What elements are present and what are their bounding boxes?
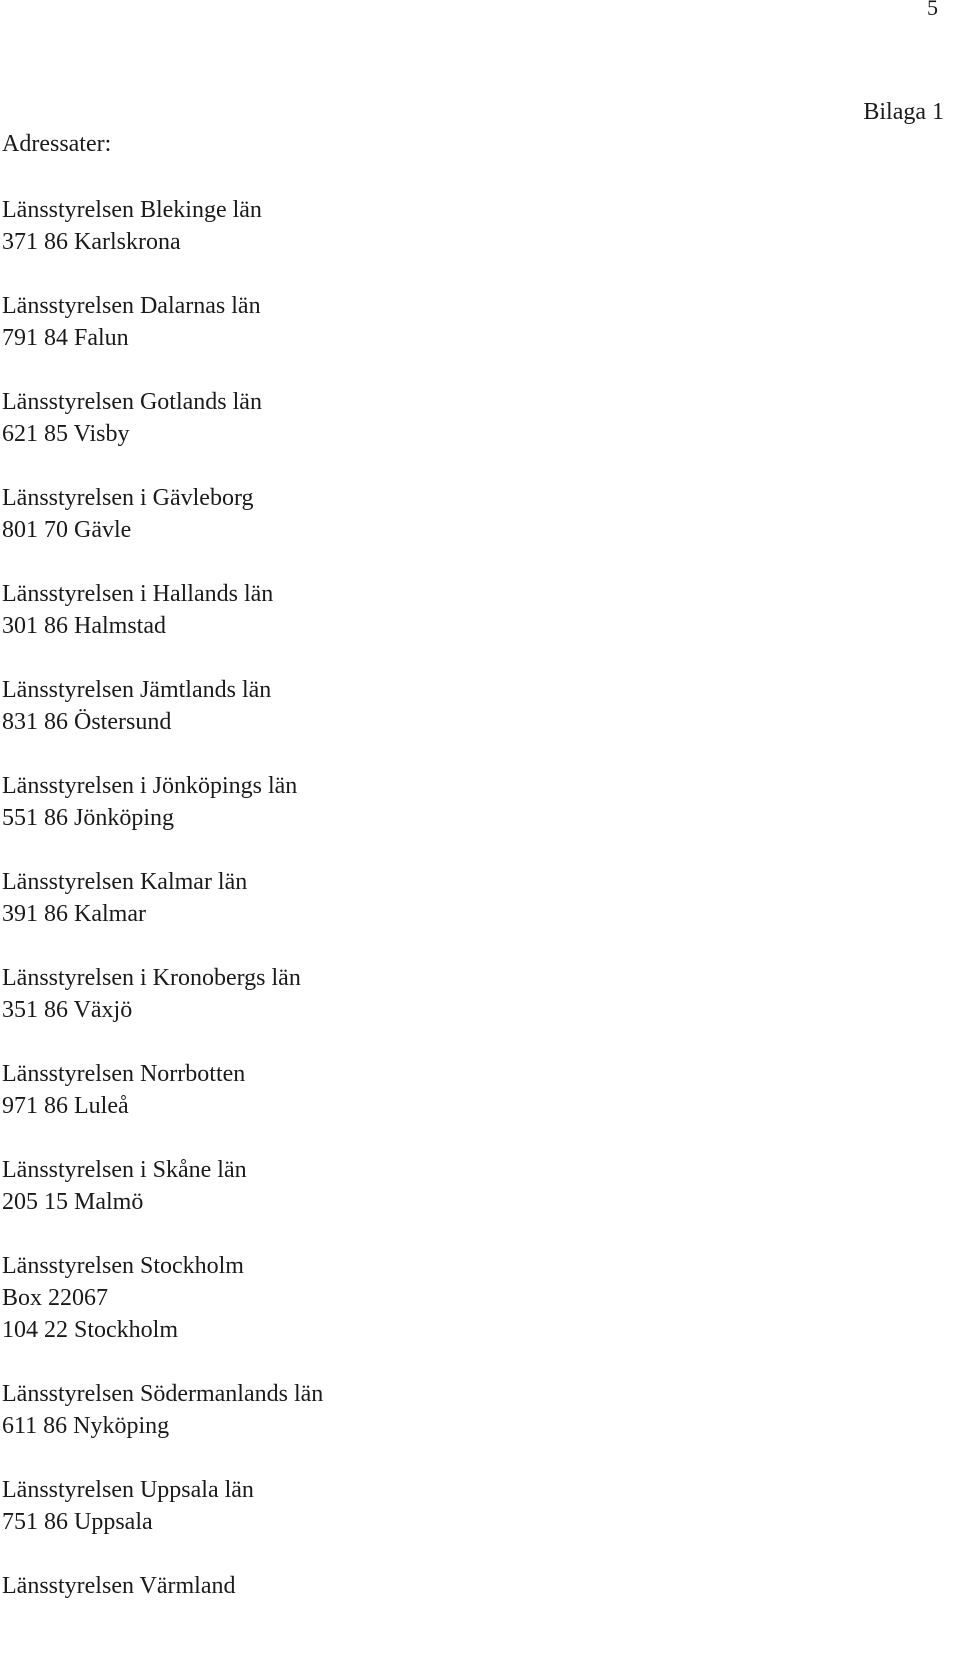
address-block — [2, 770, 323, 834]
address-recipient: Länsstyrelsen i Skåne län — [2, 1157, 247, 1183]
address-line: 301 86 Halmstad — [2, 613, 166, 639]
address-recipient: Länsstyrelsen Södermanlands län — [2, 1381, 324, 1407]
address-block — [2, 962, 323, 1026]
recipients-heading: Adressater: — [2, 131, 112, 157]
address-recipient: Länsstyrelsen i Gävleborg — [2, 485, 254, 511]
page-number: 5 — [927, 0, 938, 20]
address-recipient: Länsstyrelsen Blekinge län — [2, 197, 262, 223]
address-line: 971 86 Luleå — [2, 1093, 129, 1119]
address-recipient: Länsstyrelsen i Jönköpings län — [2, 773, 298, 799]
address-line: 801 70 Gävle — [2, 517, 132, 543]
address-recipient: Länsstyrelsen Norrbotten — [2, 1061, 246, 1087]
address-recipient: Länsstyrelsen Stockholm — [2, 1253, 244, 1279]
address-recipient: Länsstyrelsen Uppsala län — [2, 1477, 254, 1503]
address-line: 791 84 Falun — [2, 325, 129, 351]
address-recipient: Länsstyrelsen Värmland — [2, 1573, 236, 1599]
address-line: 551 86 Jönköping — [2, 805, 175, 831]
address-block — [2, 1378, 323, 1442]
address-block — [2, 866, 323, 930]
address-block — [2, 1154, 323, 1218]
address-recipient: Länsstyrelsen Kalmar län — [2, 869, 248, 895]
address-block — [2, 386, 323, 450]
address-line: 621 85 Visby — [2, 421, 130, 447]
address-recipient: Länsstyrelsen i Hallands län — [2, 581, 274, 607]
address-block — [2, 578, 323, 642]
address-recipient: Länsstyrelsen Gotlands län — [2, 389, 262, 415]
address-line: 104 22 Stockholm — [2, 1317, 179, 1343]
address-recipient: Länsstyrelsen i Kronobergs län — [2, 965, 301, 991]
address-block — [2, 194, 323, 258]
address-block — [2, 1570, 323, 1602]
address-block — [2, 290, 323, 354]
address-block — [2, 1250, 323, 1346]
address-line: Box 22067 — [2, 1285, 109, 1311]
address-line: 371 86 Karlskrona — [2, 229, 181, 255]
address-line: 831 86 Östersund — [2, 709, 172, 735]
address-line: 391 86 Kalmar — [2, 901, 146, 927]
address-recipient: Länsstyrelsen Dalarnas län — [2, 293, 261, 319]
address-block — [2, 1474, 323, 1538]
address-block — [2, 674, 323, 738]
address-recipient: Länsstyrelsen Jämtlands län — [2, 677, 272, 703]
attachment-label: Bilaga 1 — [863, 99, 944, 125]
address-line: 351 86 Växjö — [2, 997, 133, 1023]
address-line: 751 86 Uppsala — [2, 1509, 153, 1535]
address-list — [2, 194, 323, 1634]
address-line: 611 86 Nyköping — [2, 1413, 170, 1439]
address-block — [2, 1058, 323, 1122]
address-block — [2, 482, 323, 546]
address-line: 205 15 Malmö — [2, 1189, 144, 1215]
